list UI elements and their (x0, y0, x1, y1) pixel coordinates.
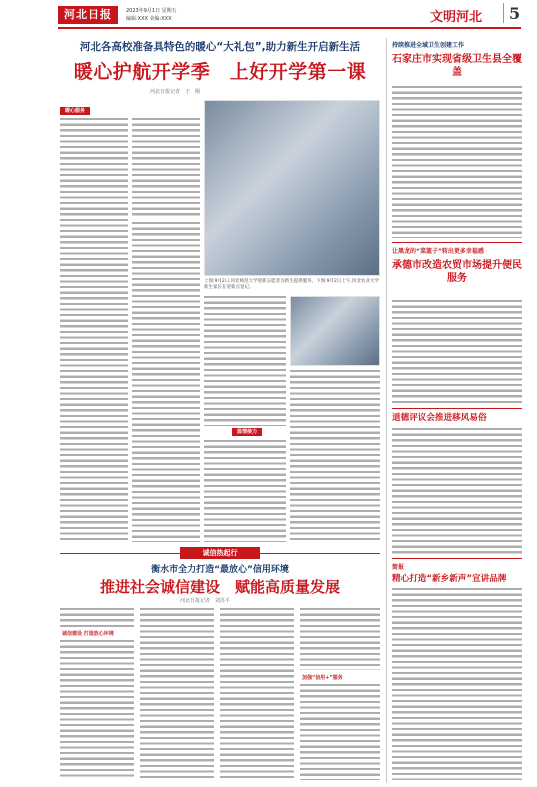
right-story-4 (392, 562, 522, 585)
main-text-col-1 (60, 118, 128, 542)
right-kicker-1: 持续推进全域卫生创建工作 (392, 42, 465, 49)
header-divider (503, 3, 504, 23)
section-tab-1: 暖心服务 (60, 107, 90, 115)
feature-band (60, 547, 380, 559)
right-headline-4: 精心打造“新乡新声”宣讲品牌 (392, 574, 507, 584)
right-text-1 (392, 86, 522, 238)
section-title: 文明河北 (430, 10, 483, 25)
feature-text-4b (300, 684, 380, 780)
right-headline-3: 道德评议会推进移风易俗 (392, 413, 487, 423)
right-story-3 (392, 412, 522, 424)
right-tag-4: 简报 (392, 564, 405, 571)
page-number: 5 (509, 4, 521, 23)
right-text-3 (392, 428, 522, 554)
section-tab-2: 温情接力 (232, 428, 262, 436)
main-text-col-2b (132, 222, 200, 542)
main-photo (204, 100, 380, 276)
feature-text-4a (300, 608, 380, 670)
right-headline-1: 石家庄市实现省级卫生县全覆盖 (392, 54, 522, 78)
right-story-1 (392, 40, 522, 79)
right-rule-1 (392, 242, 522, 243)
right-text-2 (392, 300, 522, 404)
feature-text-2 (140, 608, 214, 780)
column-divider (386, 38, 387, 783)
main-kicker: 河北各高校准备具特色的暖心“大礼包”,助力新生开启新生活 (79, 41, 361, 53)
right-text-4 (392, 588, 522, 780)
feature-headline: 推进社会诚信建设 赋能高质量发展 (99, 578, 340, 596)
right-kicker-2: 让黑龙的“菜篮子”转出更多幸福感 (392, 248, 484, 255)
header-rule (58, 27, 521, 29)
newspaper-logo: 河北日报 (58, 6, 118, 24)
secondary-photo (290, 296, 380, 366)
main-text-col-3b (204, 440, 286, 542)
right-story-2 (392, 246, 522, 285)
feature-text-1a (60, 608, 134, 628)
feature-byline: 河北日报记者 刘苏平 (180, 598, 231, 604)
issue-date: 2023年9月1日 星期五 (126, 8, 177, 14)
right-rule-2 (392, 408, 522, 409)
feature-kicker: 衡水市全力打造“最放心”信用环境 (151, 565, 289, 575)
right-headline-2: 承德市改造农贸市场提升便民服务 (392, 260, 522, 284)
main-headline: 暖心护航开学季 上好开学第一课 (73, 61, 367, 83)
band-tab: 诚信热起行 (180, 547, 260, 559)
feature-subhead-2: 加强“信用+”服务 (302, 675, 343, 681)
main-byline: 河北日报记者 王 刚 (150, 89, 201, 95)
main-text-col-4 (290, 370, 380, 542)
page-header (0, 0, 537, 38)
main-text-col-2a (132, 118, 200, 218)
editor-line: 编辑:XXX 美编:XXX (126, 16, 172, 22)
feature-text-1b (60, 640, 134, 780)
feature-subhead-1: 诚信建设 打造放心环境 (62, 631, 114, 637)
main-text-col-3a (204, 296, 286, 426)
photo-caption: 上图:9月2日,河北师范大学迎新志愿者为新生提供服务。下图:9月2日上午,河北农业大学新生家长在迎新点登记。 (204, 279, 379, 290)
right-rule-3 (392, 558, 522, 559)
feature-text-3 (220, 608, 294, 780)
